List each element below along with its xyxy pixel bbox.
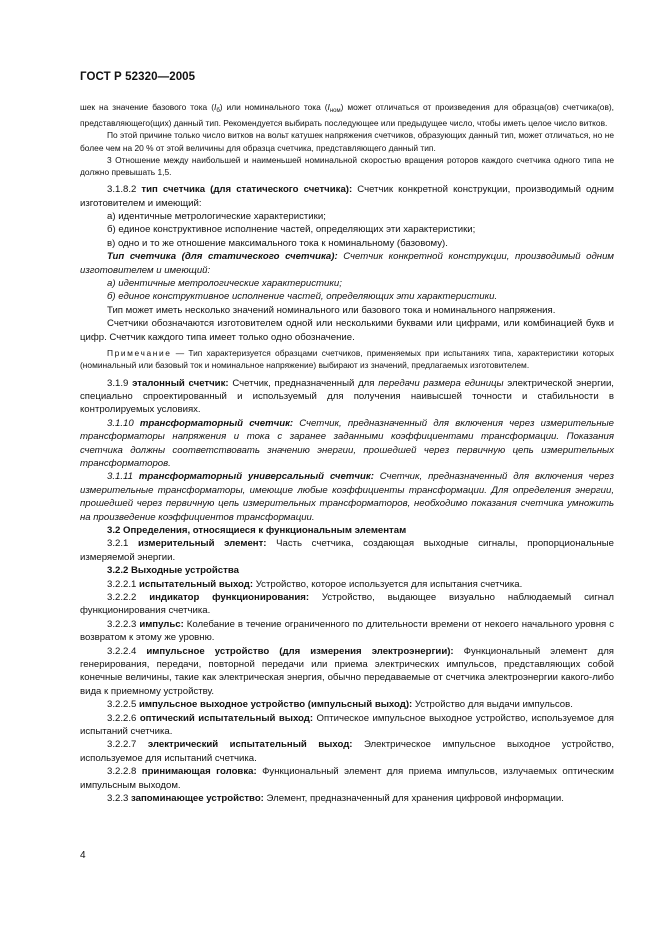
- note-type: Примечание — Тип характеризуется образцами счетчиков, применяемых при испытаниях типа, характеристики которых (номинальный или базовый ток и номинальное напряжение) выбирают из значений, предлагаемых изготовителем.: [80, 348, 614, 371]
- clause-3-2-2-3: 3.2.2.3 импульс: Колебание в течение ограниченного по длительности времени от некоего начального уровня с возвратом к этому же уровню.: [80, 618, 614, 644]
- list-item-italic-b: б) единое конструктивное исполнение частей, определяющих эти характеристики.: [107, 291, 498, 303]
- clause-3-2-2-8: 3.2.2.8 принимающая головка: Функциональный элемент для приема импульсов, излучаемых оптическим импульсным выходом.: [80, 766, 614, 791]
- note-1-continuation: шек на значение базового тока $(I_б)$ или номинального тока $(I_{ном})$ может отличаться от произведения для образца(ов) счетчика(ов), представляющего(щих) данный тип. Рекомендуется выбирать последующее или предыдущее число, чтобы иметь целое число витков.: [80, 102, 615, 129]
- note-2: По этой причине только число витков на вольт катушек напряжения счетчиков, образующих данный тип, может отличаться, но не более чем на 20 % от этой величины для образца счетчика, представляющего данный тип.: [80, 130, 614, 153]
- clause-3-1-8-2-italic: Тип счетчика (для статического счетчика): Счетчик конкретной конструкции, производимый одним изготовителем и имеющий:: [80, 251, 614, 276]
- clause-3-2-2-1: 3.2.2.1 испытательный выход: Устройство, которое используется для испытания счетчика.: [107, 578, 523, 590]
- clause-3-2-2-4: 3.2.2.4 импульсное устройство (для измерения электроэнергии): Функциональный элемент для генерирования, передачи, повторной передачи или приема электрических импульсов, представляющих собой конечные величины, такие как электрическая энергия, обычно передаваемые от счетчика электроэнергии какого-либо вида к приемному устройству.: [80, 645, 614, 697]
- clause-3-2-2-5: 3.2.2.5 импульсное выходное устройство (импульсный выход): Устройство для выдачи импульсов.: [107, 699, 573, 711]
- clause-3-1-9: 3.1.9 эталонный счетчик: Счетчик, предназначенный для передачи размера единицы электрической энергии, специально спроектированный и используемый для получения наивысшей точности и стабильности в контролируемых условиях.: [80, 377, 614, 416]
- type-paragraph-1: Тип может иметь несколько значений номинального или базового тока и номинального напряжения.: [107, 304, 556, 316]
- clause-3-2-3: 3.2.3 запоминающее устройство: Элемент, предназначенный для хранения цифровой информации.: [107, 793, 564, 805]
- list-item-a: а) идентичные метрологические характеристики;: [107, 211, 326, 223]
- list-item-b: б) единое конструктивное исполнение частей, определяющих эти характеристики;: [107, 224, 476, 236]
- clause-3-1-11: 3.1.11 трансформаторный универсальный счетчик: Счетчик, предназначенный для включения через измерительные трансформаторы, имеющие любые коэффициенты трансформации. Для определения энергии, прошедшей через первичную цепь измерительных трансформаторов, необходимо показания счетчика умножить на произведение коэффициентов трансформации.: [80, 471, 614, 523]
- page-number: 4: [80, 850, 86, 861]
- page-header-standard-number: ГОСТ Р 52320—2005: [80, 71, 196, 83]
- list-item-c: в) одно и то же отношение максимального тока к номинальному (базовому).: [107, 237, 448, 249]
- section-3-2-2-heading: 3.2.2 Выходные устройства: [107, 565, 239, 577]
- clause-3-1-8-2: 3.1.8.2 тип счетчика (для статического счетчика): Счетчик конкретной конструкции, производимый одним изготовителем и имеющий:: [80, 184, 614, 209]
- clause-3-1-10: 3.1.10 трансформаторный счетчик: Счетчик, предназначенный для включения через измерительные трансформаторы напряжения и тока с заранее заданными коэффициентами трансформации. Показания счетчика должны соответствовать значению энергии, прошедшей через первичную цепь измерительных трансформаторов.: [80, 417, 614, 469]
- note-3: 3 Отношение между наибольшей и наименьшей номинальной скоростью вращения роторов каждого счетчика одного типа не должно превышать 1,5.: [80, 154, 614, 178]
- clause-3-2-2-6: 3.2.2.6 оптический испытательный выход: Оптическое импульсное выходное устройство, используемое для испытаний счетчика.: [80, 712, 614, 738]
- type-paragraph-2: Счетчики обозначаются изготовителем одной или несколькими буквами или цифрами, или комбинацией букв и цифр. Счетчик каждого типа имеет только одно обозначение.: [80, 318, 614, 343]
- list-item-italic-a: а) идентичные метрологические характеристики;: [107, 278, 342, 290]
- clause-3-2-2-2: 3.2.2.2 индикатор функционирования: Устройство, выдающее визуально наблюдаемый сигнал функционирования счетчика.: [80, 592, 615, 617]
- clause-3-2-2-7: 3.2.2.7 электрический испытательный выход: Электрическое импульсное выходное устройство, используемое для испытаний счетчика.: [80, 739, 614, 764]
- section-3-2-heading: 3.2 Определения, относящиеся к функциональным элементам: [107, 524, 407, 536]
- clause-3-2-1: 3.2.1 измерительный элемент: Часть счетчика, создающая выходные сигналы, пропорциональные измеряемой энергии.: [80, 538, 614, 563]
- page-content: [80, 101, 614, 806]
